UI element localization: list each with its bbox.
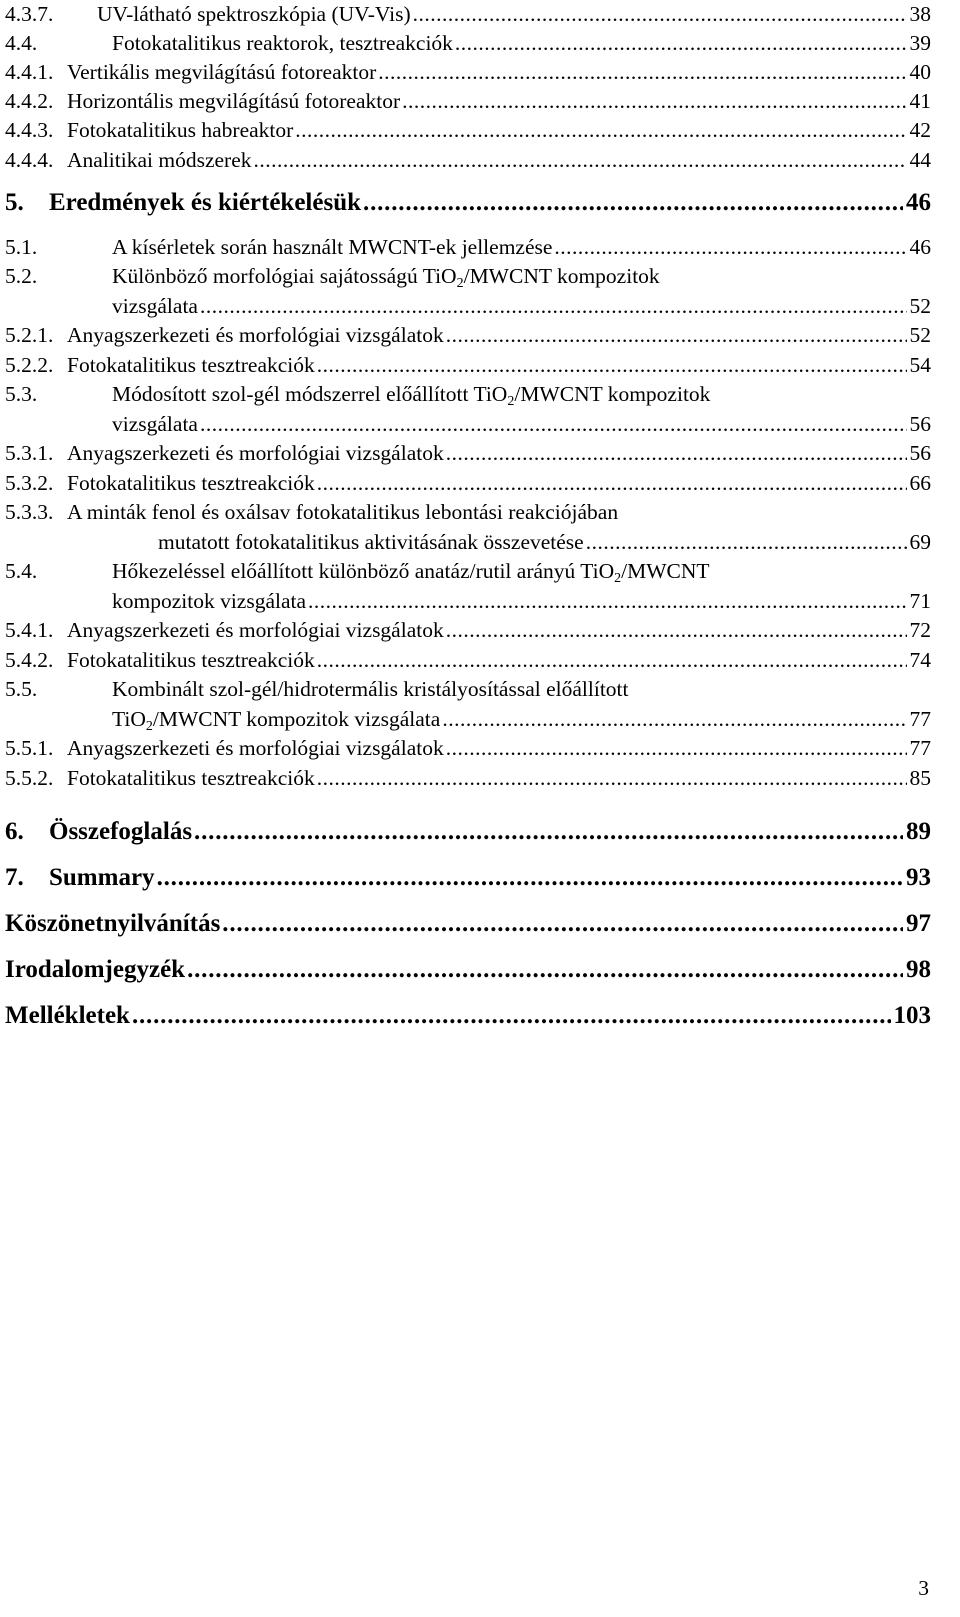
toc-entry-page: 46	[906, 189, 931, 216]
toc-entry-chapter	[5, 189, 931, 217]
dot-leader	[200, 410, 907, 438]
toc-entry-number: 5.2.2.	[5, 353, 54, 377]
dot-leader	[317, 764, 907, 792]
dot-leader	[317, 469, 907, 497]
toc-entry-page: 103	[893, 1002, 931, 1029]
toc-entry-number: 7.	[5, 864, 24, 891]
title-text: TiO	[112, 707, 146, 731]
toc-entry-title: vizsgálata	[112, 412, 198, 436]
toc-entry-number: 5.5.1.	[5, 736, 54, 760]
dot-leader	[132, 1002, 891, 1030]
dot-leader	[253, 146, 906, 174]
dot-leader	[317, 646, 907, 674]
title-text: Hőkezeléssel előállított különböző anatáz/rutil arányú TiO	[112, 559, 615, 583]
toc-entry	[5, 0, 931, 28]
toc-entry-number: 5.5.	[5, 677, 38, 701]
toc-entry-page: 71	[909, 589, 931, 613]
toc-entry-number: 5.3.3.	[5, 500, 54, 524]
dot-leader	[308, 587, 906, 615]
toc-entry-page: 54	[909, 353, 931, 377]
toc-entry-title: vizsgálata	[112, 294, 198, 318]
subscript: 2	[145, 719, 153, 734]
toc-entry-chapter	[5, 864, 931, 892]
toc-entry-page: 42	[909, 118, 931, 142]
toc-entry-number: 5.3.2.	[5, 471, 54, 495]
toc-entry-page: 46	[909, 235, 931, 259]
toc-entry-page: 52	[909, 294, 931, 318]
toc-entry-page: 52	[909, 323, 931, 347]
toc-entry-title: Anyagszerkezeti és morfológiai vizsgálatok	[67, 323, 444, 347]
dot-leader	[446, 439, 907, 467]
toc-entry-title: Összefoglalás	[49, 818, 193, 845]
toc-entry-page: 56	[909, 412, 931, 436]
toc-entry	[5, 498, 931, 526]
toc-entry-title: Köszönetnyilvánítás	[5, 910, 221, 937]
toc-entry-title: Irodalomjegyzék	[5, 956, 186, 983]
toc-entry-continuation	[112, 705, 931, 733]
toc-entry-title	[112, 262, 660, 290]
subscript: 2	[456, 276, 464, 291]
title-text: /MWCNT kompozitok vizsgálata	[152, 707, 441, 731]
dot-leader	[455, 29, 907, 57]
toc-entry-number: 4.3.7.	[5, 2, 54, 26]
toc-entry-title: mutatott fotokatalitikus aktivitásának összevetése	[158, 530, 584, 554]
toc-entry-page: 56	[909, 441, 931, 465]
dot-leader	[446, 734, 907, 762]
toc-entry	[5, 233, 931, 261]
toc-entry-chapter	[5, 956, 931, 984]
toc-entry-title: Fotokatalitikus tesztreakciók	[67, 766, 315, 790]
toc-entry-title: Eredmények és kiértékelésük	[49, 189, 362, 216]
toc-entry	[5, 29, 931, 57]
toc-entry-number: 5.4.1.	[5, 618, 54, 642]
toc-entry-number: 6.	[5, 818, 24, 845]
toc-entry-title: Fotokatalitikus tesztreakciók	[67, 648, 315, 672]
toc-entry-continuation	[112, 587, 931, 615]
toc-entry-page: 44	[909, 148, 931, 172]
dot-leader	[157, 864, 903, 892]
toc-entry-page: 98	[906, 956, 931, 983]
title-text: /MWCNT kompozitok	[463, 264, 660, 288]
toc-entry-number: 5.	[5, 189, 24, 216]
toc-entry	[5, 262, 931, 290]
toc-entry-title	[112, 557, 710, 585]
toc-entry-number: 5.1.	[5, 235, 38, 259]
dot-leader	[586, 528, 907, 556]
toc-entry-title: A minták fenol és oxálsav fotokatalitikus lebontási reakciójában	[67, 500, 619, 524]
toc-entry-number: 5.3.	[5, 382, 38, 406]
dot-leader	[317, 351, 907, 379]
toc-entry-page: 66	[909, 471, 931, 495]
toc-entry-page: 38	[909, 2, 931, 26]
toc-entry-page: 40	[909, 60, 931, 84]
toc-entry-page: 72	[909, 618, 931, 642]
subscript: 2	[614, 571, 622, 586]
dot-leader	[442, 705, 906, 733]
page-number: 3	[918, 1576, 929, 1600]
toc-entry-title: Analitikai módszerek	[67, 148, 252, 172]
toc-entry	[5, 380, 931, 408]
toc-entry-title	[112, 380, 710, 408]
toc-entry-title: Horizontális megvilágítású fotoreaktor	[67, 89, 401, 113]
toc-entry-title	[112, 705, 440, 733]
toc-entry	[5, 764, 931, 792]
dot-leader	[446, 616, 907, 644]
toc-entry-page: 74	[909, 648, 931, 672]
toc-entry-number: 4.4.4.	[5, 148, 54, 172]
dot-leader	[363, 189, 903, 217]
toc-entry-title: UV-látható spektroszkópia (UV-Vis)	[97, 2, 411, 26]
toc-entry	[5, 439, 931, 467]
toc-entry-number: 5.4.	[5, 559, 38, 583]
toc-entry-number: 5.5.2.	[5, 766, 54, 790]
toc-entry-number: 4.4.3.	[5, 118, 54, 142]
toc-entry-page: 93	[906, 864, 931, 891]
subscript: 2	[507, 394, 515, 409]
toc-entry-chapter	[5, 1002, 931, 1030]
toc-entry-title: A kísérletek során használt MWCNT-ek jellemzése	[112, 235, 553, 259]
toc-entry-title: Anyagszerkezeti és morfológiai vizsgálatok	[67, 618, 444, 642]
toc-entry-page: 85	[909, 766, 931, 790]
toc-entry-number: 4.4.	[5, 31, 38, 55]
toc-entry-number: 5.2.1.	[5, 323, 54, 347]
toc-entry-title: Fotokatalitikus tesztreakciók	[67, 353, 315, 377]
dot-leader	[295, 116, 906, 144]
toc-entry-number: 4.4.2.	[5, 89, 54, 113]
toc-entry-continuation	[112, 292, 931, 320]
toc-entry	[5, 557, 931, 585]
toc-entry-title: Fotokatalitikus reaktorok, tesztreakciók	[112, 31, 453, 55]
toc-entry-title: Vertikális megvilágítású fotoreaktor	[67, 60, 377, 84]
toc-entry	[5, 675, 931, 703]
toc-entry	[5, 321, 931, 349]
toc-entry-title: Fotokatalitikus tesztreakciók	[67, 471, 315, 495]
toc-entry-title: Mellékletek	[5, 1002, 130, 1029]
toc-entry	[5, 616, 931, 644]
toc-entry-page: 69	[909, 530, 931, 554]
toc-entry	[5, 351, 931, 379]
dot-leader	[378, 58, 906, 86]
dot-leader	[402, 87, 906, 115]
dot-leader	[194, 818, 903, 846]
toc-entry-chapter	[5, 818, 931, 846]
dot-leader	[554, 233, 906, 261]
toc-entry-title: Anyagszerkezeti és morfológiai vizsgálatok	[67, 736, 444, 760]
toc-entry	[5, 646, 931, 674]
toc-entry-number: 5.3.1.	[5, 441, 54, 465]
toc-entry-continuation	[158, 528, 931, 556]
toc-entry-page: 97	[906, 910, 931, 937]
toc-entry-title: kompozitok vizsgálata	[112, 589, 307, 613]
dot-leader	[446, 321, 907, 349]
dot-leader	[187, 956, 903, 984]
toc-entry-title: Summary	[49, 864, 155, 891]
toc-entry-title: Kombinált szol-gél/hidrotermális kristályosítással előállított	[112, 677, 629, 701]
dot-leader	[413, 0, 907, 28]
toc-entry-page: 39	[909, 31, 931, 55]
title-text: Módosított szol-gél módszerrel előállított TiO	[112, 382, 508, 406]
toc-entry	[5, 58, 931, 86]
toc-entry	[5, 734, 931, 762]
toc-entry-page: 41	[909, 89, 931, 113]
title-text: Különböző morfológiai sajátosságú TiO	[112, 264, 457, 288]
dot-leader	[222, 910, 903, 938]
toc-entry-page: 77	[909, 736, 931, 760]
toc-entry	[5, 469, 931, 497]
toc-entry	[5, 116, 931, 144]
toc-entry-page: 89	[906, 818, 931, 845]
toc-entry-continuation	[112, 410, 931, 438]
toc-entry-page: 77	[909, 707, 931, 731]
toc-entry	[5, 146, 931, 174]
dot-leader	[200, 292, 907, 320]
toc-entry-number: 5.4.2.	[5, 648, 54, 672]
title-text: /MWCNT	[621, 559, 710, 583]
toc-entry	[5, 87, 931, 115]
toc-entry-title: Fotokatalitikus habreaktor	[67, 118, 294, 142]
toc-entry-number: 5.2.	[5, 264, 38, 288]
toc-entry-number: 4.4.1.	[5, 60, 54, 84]
toc-entry-chapter	[5, 910, 931, 938]
toc-entry-title: Anyagszerkezeti és morfológiai vizsgálatok	[67, 441, 444, 465]
title-text: /MWCNT kompozitok	[514, 382, 711, 406]
